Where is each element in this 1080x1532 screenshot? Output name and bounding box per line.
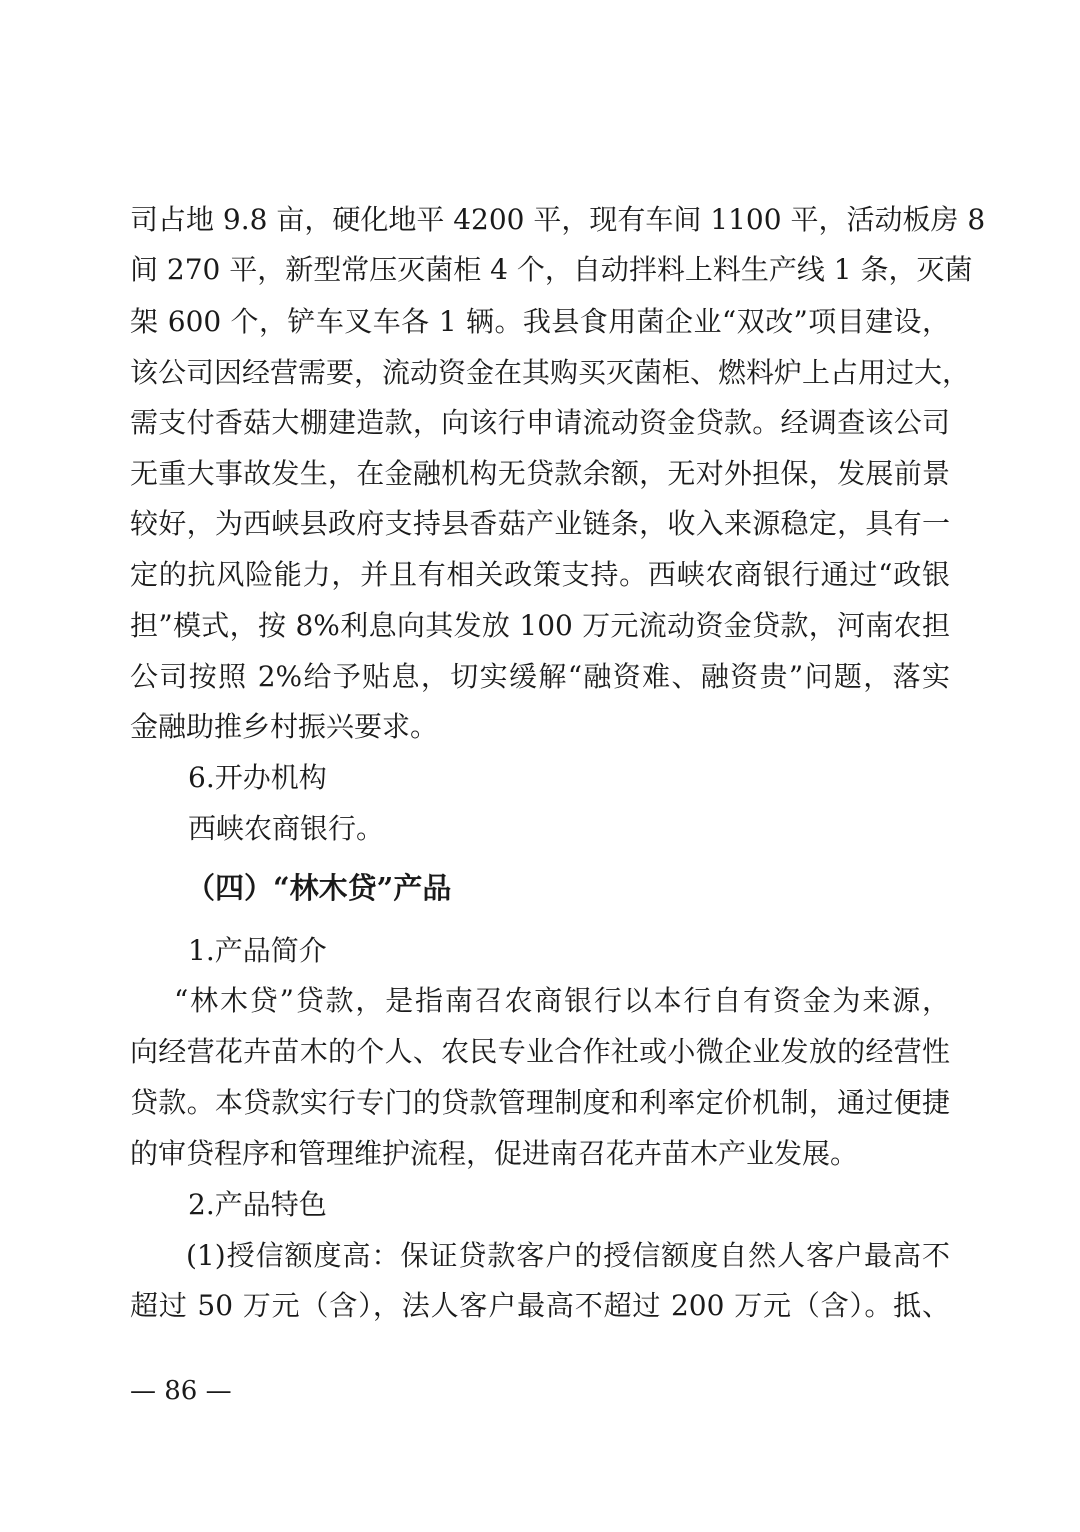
- text-line: 该公司因经营需要，流动资金在其购买灭菌柜、燃料炉上占用过大，: [130, 356, 971, 389]
- text-line: 无重大事故发生，在金融机构无贷款余额，无对外担保，发展前景: [130, 457, 950, 490]
- page-number: — 86 —: [130, 1376, 232, 1406]
- text-line: (1)授信额度高：保证贷款客户的授信额度自然人客户最高不: [186, 1239, 950, 1272]
- text-line: 西峡农商银行。: [188, 812, 385, 845]
- text-line: 公司按照 2%给予贴息，切实缓解“融资难、融资贵”问题，落实: [130, 660, 950, 693]
- text-line: 较好，为西峡县政府支持县香菇产业链条，收入来源稳定，具有一: [130, 507, 950, 540]
- text-line: 定的抗风险能力，并且有相关政策支持。西峡农商银行通过“政银: [130, 558, 950, 591]
- text-line: 间 270 平，新型常压灭菌柜 4 个，自动拌料上料生产线 1 条，灭菌: [130, 253, 973, 286]
- text-line: 担”模式，按 8%利息向其发放 100 万元流动资金贷款，河南农担: [130, 609, 950, 642]
- text-line: “林木贷”贷款，是指南召农商银行以本行自有资金为来源，: [174, 984, 950, 1017]
- text-line: 的审贷程序和管理维护流程，促进南召花卉苗木产业发展。: [130, 1137, 859, 1170]
- section-heading: （四）“林木贷”产品: [186, 871, 452, 905]
- text-line: 司占地 9.8 亩，硬化地平 4200 平，现有车间 1100 平，活动板房 8: [130, 203, 986, 236]
- text-line: 向经营花卉苗木的个人、农民专业合作社或小微企业发放的经营性: [130, 1035, 950, 1068]
- section-title: 2.产品特色: [188, 1188, 327, 1221]
- section-title: 1.产品简介: [188, 934, 327, 967]
- text-line: 贷款。本贷款实行专门的贷款管理制度和利率定价机制，通过便捷: [130, 1086, 950, 1119]
- text-line: 超过 50 万元（含），法人客户最高不超过 200 万元（含）。抵、: [130, 1289, 950, 1322]
- section-title: 6.开办机构: [188, 761, 327, 794]
- text-line: 架 600 个，铲车叉车各 1 辆。我县食用菌企业“双改”项目建设，: [130, 305, 950, 338]
- text-line: 金融助推乡村振兴要求。: [130, 710, 439, 743]
- text-line: 需支付香菇大棚建造款，向该行申请流动资金贷款。经调查该公司: [130, 406, 950, 439]
